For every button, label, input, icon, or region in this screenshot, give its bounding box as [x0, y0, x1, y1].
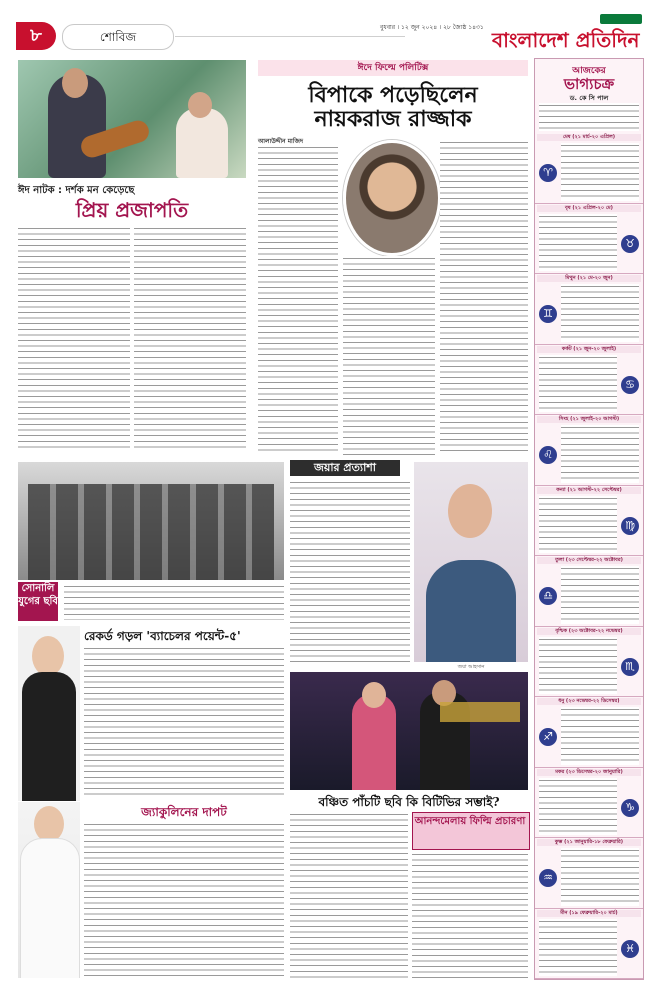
lead-kicker: ঈদে ফিল্মে পলিটিক্স: [258, 60, 528, 76]
lead-body-col2: [343, 256, 435, 455]
horoscope-sign-text: [561, 848, 639, 906]
page-number-badge: ৮: [16, 22, 56, 50]
lead-headline-1: বিপাকে পড়েছিলেন: [308, 82, 478, 108]
jackline-head: [34, 806, 64, 842]
couple-woman: [352, 694, 396, 790]
zodiac-icon: ♊: [539, 305, 557, 323]
couple-signage: [440, 702, 520, 722]
joya-body-shape: [426, 560, 516, 662]
jackline-dress: [20, 838, 80, 978]
golden-era-tag: সোনালি যুগের ছবি: [18, 582, 58, 621]
zodiac-icon: ♓: [621, 940, 639, 958]
horoscope-sign-text: [539, 496, 617, 554]
bottom-box-title: আনন্দমেলায় ফিল্মি প্রচারণা: [414, 816, 526, 827]
horoscope-sign-row: [535, 204, 643, 275]
drama-photo: [18, 60, 246, 178]
zodiac-icon: ♒: [539, 869, 557, 887]
horoscope-sign-row: [535, 415, 643, 486]
drama-title-big: প্রিয় প্রজাপতি: [75, 198, 189, 222]
horoscope-sign-text: [539, 778, 617, 836]
horoscope-sign-name: ধনু (২৩ নভেম্বর-২২ ডিসেম্বর): [537, 698, 641, 705]
horoscope-sign-name: কর্কট (২১ জুন-২০ জুলাই): [537, 346, 641, 353]
drama-body-col1: [18, 226, 130, 448]
horoscope-sign-row: [535, 909, 643, 980]
golden-era-body: [64, 584, 284, 620]
joya-body: [290, 480, 410, 665]
horoscope-sign-name: সিংহ (২১ জুলাই-২০ আগস্ট): [537, 416, 641, 423]
horoscope-sign-name: মীন (১৯ ফেব্রুয়ারি-২০ মার্চ): [537, 910, 641, 917]
lead-body-col3: [440, 140, 528, 455]
horoscope-sign-text: [561, 284, 639, 342]
header-rule: [175, 36, 405, 37]
horoscope-sign-name: বৃশ্চিক (২৩ অক্টোবর-২২ নভেম্বর): [537, 628, 641, 635]
zodiac-icon: ♑: [621, 799, 639, 817]
horoscope-panel: [534, 58, 644, 980]
golden-era-photo: [18, 462, 284, 580]
zodiac-icon: ♉: [621, 235, 639, 253]
couple-photo: [290, 672, 528, 790]
drama-title-small: ঈদ নাটক : দর্শক মন কেড়েছে: [18, 185, 135, 196]
actor-head: [62, 68, 88, 98]
horoscope-sign-name: মকর (২৩ ডিসেম্বর-২০ জানুয়ারি): [537, 769, 641, 776]
masthead-logo: বাংলাদেশ প্রতিদিন: [492, 28, 640, 52]
bachelor-headline: রেকর্ড গড়ল 'ব্যাচেলর পয়েন্ট-৫': [84, 629, 241, 643]
actress-head: [188, 92, 212, 118]
horoscope-sign-name: মেষ (২১ মার্চ-২০ এপ্রিল): [537, 134, 641, 141]
couple-woman-head: [362, 682, 386, 708]
horoscope-sign-text: [539, 355, 617, 413]
group-figures: [28, 484, 274, 580]
drama-body-col2: [134, 226, 246, 448]
horoscope-signs: [535, 133, 643, 979]
horoscope-sign-row: [535, 627, 643, 698]
bottom-body-col2: [412, 852, 528, 978]
joya-title: জয়ার প্রত্যাশা: [314, 461, 376, 474]
zodiac-icon: ♏: [621, 658, 639, 676]
horoscope-sign-row: [535, 486, 643, 557]
bachelor-body: [84, 646, 284, 796]
bottom-body-col1: [290, 812, 408, 978]
horoscope-intro: [539, 103, 639, 131]
joya-head: [448, 484, 492, 538]
zodiac-icon: ♐: [539, 728, 557, 746]
horoscope-author: ড. কে সি পাল: [569, 94, 609, 102]
horoscope-sign-row: [535, 345, 643, 416]
lead-body-col1: [258, 145, 338, 455]
jackline-headline: জ্যাকুলিনের দাপট: [141, 805, 227, 819]
lead-byline: আলাউদ্দীন মাজিদ: [258, 138, 304, 145]
zodiac-icon: ♍: [621, 517, 639, 535]
section-name: শোবিজ: [62, 24, 174, 50]
masthead-green-bar: [600, 14, 642, 24]
horoscope-sign-row: [535, 838, 643, 909]
horoscope-sign-row: [535, 274, 643, 345]
zodiac-icon: ♋: [621, 376, 639, 394]
bottom-headline: বঞ্চিত পাঁচটি ছবি কি বিটিভির সম্ভাই?: [318, 795, 500, 809]
horoscope-sign-text: [539, 214, 617, 272]
zodiac-icon: ♈: [539, 164, 557, 182]
zodiac-icon: ♌: [539, 446, 557, 464]
horoscope-sign-name: তুলা (২৩ সেপ্টেম্বর-২২ অক্টোবর): [537, 557, 641, 564]
jacqueline-head: [32, 636, 64, 676]
joya-photo: [414, 462, 528, 662]
jackline-body: [84, 822, 284, 978]
jacqueline-photo: [18, 626, 80, 801]
horoscope-sign-row: [535, 133, 643, 204]
jacqueline-dress: [22, 672, 76, 801]
horoscope-sign-name: কন্যা (২১ আগস্ট-২২ সেপ্টেম্বর): [537, 487, 641, 494]
horoscope-sign-name: কুম্ভ (২১ জানুয়ারি-১৮ ফেব্রুয়ারি): [537, 839, 641, 846]
actress-figure: [176, 108, 228, 178]
razzak-portrait: [343, 140, 441, 256]
horoscope-sign-text: [539, 637, 617, 695]
horoscope-sign-row: [535, 768, 643, 839]
horoscope-sign-text: [539, 919, 617, 977]
date-line: বুধবার । ১২ জুন ২০২৪ । ২৮ জ্যৈষ্ঠ ১৪৩১: [380, 24, 484, 31]
jackline-photo: [18, 802, 80, 978]
horoscope-sign-text: [561, 425, 639, 483]
horoscope-title-main: ভাগ্যচক্র: [563, 75, 615, 93]
horoscope-sign-row: [535, 697, 643, 768]
horoscope-sign-row: [535, 556, 643, 627]
horoscope-title-top: আজকের: [572, 66, 606, 76]
page-header: [0, 0, 650, 58]
zodiac-icon: ♎: [539, 587, 557, 605]
horoscope-sign-name: মিথুন (২১ মে-২০ জুন): [537, 275, 641, 282]
horoscope-sign-text: [561, 143, 639, 201]
horoscope-sign-name: বৃষ (২১ এপ্রিল-২০ মে): [537, 205, 641, 212]
horoscope-sign-text: [561, 566, 639, 624]
lead-headline-2: নায়করাজ রাজ্জাক: [314, 106, 472, 132]
horoscope-sign-text: [561, 707, 639, 765]
joya-caption: জয়া আহসান: [457, 664, 485, 670]
